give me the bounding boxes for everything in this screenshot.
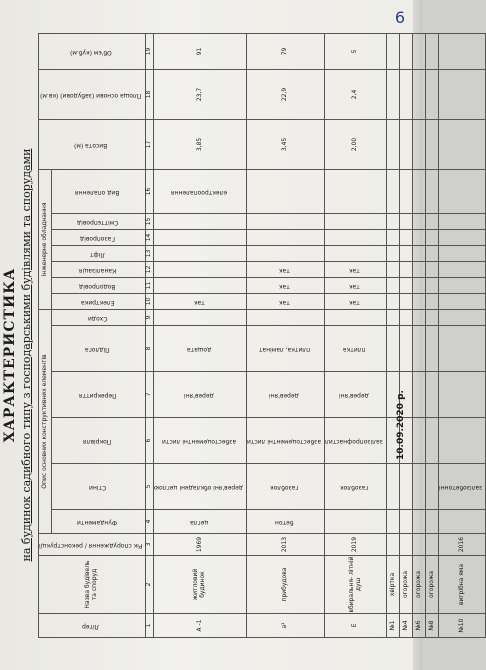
cell-lift: [387, 245, 400, 261]
cell-height: [154, 119, 247, 169]
column-number: 1: [146, 614, 154, 638]
cell-height: [413, 119, 426, 169]
cell-ceiling: [247, 372, 325, 418]
cell-foundation: [247, 510, 325, 534]
cell-height: [325, 119, 387, 169]
cell-text: 3,45: [281, 137, 289, 152]
cell-roof: [413, 418, 426, 464]
cell-ceiling: [154, 372, 247, 418]
cell-heating: [387, 169, 400, 213]
cell-walls: [154, 464, 247, 510]
header-gas: Газопровід: [52, 229, 146, 245]
cell-gas: [387, 229, 400, 245]
cell-heating: [439, 169, 486, 213]
cell-stairs: [413, 309, 426, 325]
cell-ceiling: [413, 372, 426, 418]
cell-roof: [439, 418, 486, 464]
cell-volume: [325, 33, 387, 69]
cell-text: так: [348, 282, 360, 290]
cell-area: [325, 69, 387, 119]
cell-text: дерев'яні: [269, 391, 300, 399]
cell-name: [247, 556, 325, 614]
cell-walls: [400, 464, 413, 510]
cell-text: так: [278, 298, 290, 306]
column-number: 19: [146, 33, 154, 69]
cell-text: 91: [195, 47, 203, 56]
cell-lift: [400, 245, 413, 261]
characteristics-table: [38, 33, 486, 638]
cell-text: азбестоцементні листи: [247, 437, 322, 445]
cell-lift: [247, 245, 325, 261]
cell-water: [426, 277, 439, 293]
cell-roof: [325, 418, 387, 464]
cell-text: огорожа: [401, 570, 409, 599]
cell-text: електроопалення: [170, 188, 227, 196]
column-number: 10: [146, 293, 154, 309]
cell-text: плитка, ламінат: [258, 345, 310, 353]
column-number: 6: [146, 418, 154, 464]
table-row: [387, 33, 400, 637]
cell-lift: [439, 245, 486, 261]
cell-height: [247, 119, 325, 169]
table-row: [426, 33, 439, 637]
cell-volume: [387, 33, 400, 69]
cell-text: азбестоцементні листи: [161, 437, 236, 445]
cell-sewer: [325, 261, 387, 277]
cell-lift: [325, 245, 387, 261]
cell-garbage: [247, 213, 325, 229]
column-number: 11: [146, 277, 154, 293]
cell-text: №10: [457, 618, 465, 633]
cell-text: 5: [351, 49, 359, 54]
cell-text: 2019: [351, 536, 359, 553]
cell-floor: [400, 326, 413, 372]
column-number: 7: [146, 372, 154, 418]
cell-year: [400, 534, 413, 556]
cell-area: [413, 69, 426, 119]
cell-water: [439, 277, 486, 293]
cell-text: вбиральня- літній душ: [347, 556, 362, 613]
cell-garbage: [154, 213, 247, 229]
cell-text: бетон: [275, 518, 294, 526]
cell-volume: [154, 33, 247, 69]
cell-heating: [247, 169, 325, 213]
table-row: [400, 33, 413, 637]
header-volume: Об'єм (куб.м): [39, 33, 146, 69]
cell-height: [439, 119, 486, 169]
cell-garbage: [325, 213, 387, 229]
document-title: ХАРАКТЕРИСТИКА: [2, 267, 18, 443]
cell-walls: [426, 464, 439, 510]
cell-stairs: [154, 309, 247, 325]
cell-text: А -1: [195, 619, 203, 632]
cell-text: 2013: [281, 536, 289, 553]
header-year: Рік спорудження / реконструкції: [39, 534, 146, 556]
cell-water: [325, 277, 387, 293]
cell-name: [439, 556, 486, 614]
cell-year: [426, 534, 439, 556]
cell-foundation: [413, 510, 426, 534]
cell-ceiling: [439, 372, 486, 418]
cell-walls: [439, 464, 486, 510]
cell-text: Е: [351, 623, 359, 628]
cell-text: 79: [281, 47, 289, 56]
cell-lift: [413, 245, 426, 261]
header-floor: Підлога: [52, 326, 146, 372]
table-row: [413, 33, 426, 637]
cell-text: вигрібна яма: [457, 563, 465, 606]
cell-foundation: [426, 510, 439, 534]
cell-text: так: [348, 298, 360, 306]
cell-electricity: [387, 293, 400, 309]
cell-text: хвіртка: [388, 572, 396, 597]
cell-text: так: [278, 266, 290, 274]
column-number: 9: [146, 309, 154, 325]
cell-text: плитка: [342, 345, 366, 353]
cell-text: так: [278, 282, 290, 290]
table-row: [325, 33, 387, 637]
header-sewer: Каналізація: [52, 261, 146, 277]
cell-foundation: [400, 510, 413, 534]
cell-text: №4: [401, 620, 409, 631]
cell-name: [413, 556, 426, 614]
cell-gas: [325, 229, 387, 245]
cell-text: №8: [427, 620, 435, 631]
header-ceiling: Перекриття: [52, 372, 146, 418]
cell-text: а¹: [281, 622, 289, 629]
cell-text: дерев'яні: [184, 391, 214, 399]
cell-liter: [247, 614, 325, 638]
cell-stairs: [325, 309, 387, 325]
cell-sewer: [387, 261, 400, 277]
cell-year: [247, 534, 325, 556]
cell-area: [439, 69, 486, 119]
cell-lift: [426, 245, 439, 261]
cell-lift: [154, 245, 247, 261]
cell-volume: [439, 33, 486, 69]
cell-text: цегла: [189, 518, 209, 526]
cell-garbage: [426, 213, 439, 229]
cell-floor: [387, 326, 400, 372]
cell-liter: [439, 614, 486, 638]
cell-year: [387, 534, 400, 556]
header-walls: Стіни: [52, 464, 146, 510]
cell-gas: [400, 229, 413, 245]
cell-walls: [325, 464, 387, 510]
cell-foundation: [439, 510, 486, 534]
header-water: Водопровід: [52, 277, 146, 293]
cell-stairs: [426, 309, 439, 325]
cell-text: огорожа: [414, 570, 422, 599]
cell-height: [387, 119, 400, 169]
column-number: 8: [146, 326, 154, 372]
table-body: [154, 33, 486, 637]
cell-electricity: [426, 293, 439, 309]
cell-walls: [413, 464, 426, 510]
cell-foundation: [154, 510, 247, 534]
cell-floor: [154, 326, 247, 372]
cell-area: [387, 69, 400, 119]
cell-text: 2016: [457, 536, 465, 553]
cell-text: дощата: [186, 345, 212, 353]
cell-area: [426, 69, 439, 119]
cell-text: №6: [414, 620, 422, 631]
cell-foundation: [387, 510, 400, 534]
cell-volume: [426, 33, 439, 69]
cell-text: 2,4: [351, 89, 359, 100]
cell-electricity: [154, 293, 247, 309]
column-number: 13: [146, 245, 154, 261]
cell-text: дерев'яні: [339, 391, 370, 399]
cell-liter: [154, 614, 247, 638]
cell-text: 22,9: [281, 87, 289, 102]
cell-heating: [325, 169, 387, 213]
cell-volume: [413, 33, 426, 69]
header-elements-group: Опис основних конструктивних елементів: [39, 309, 52, 533]
cell-garbage: [400, 213, 413, 229]
column-numbers-row: [146, 33, 154, 637]
cell-floor: [325, 326, 387, 372]
header-height: Висота (м): [39, 119, 146, 169]
column-number: 15: [146, 213, 154, 229]
cell-text: так: [193, 298, 205, 306]
cell-water: [413, 277, 426, 293]
cell-walls: [247, 464, 325, 510]
cell-sewer: [400, 261, 413, 277]
cell-roof: [426, 418, 439, 464]
cell-height: [400, 119, 413, 169]
cell-walls: [387, 464, 400, 510]
cell-year: [413, 534, 426, 556]
header-garbage: Сміттєпровід: [52, 213, 146, 229]
cell-floor: [247, 326, 325, 372]
document-subtitle: на будинок садибного типу з господарськими будівлями та спорудами: [20, 148, 33, 562]
cell-stairs: [387, 309, 400, 325]
cell-name: [387, 556, 400, 614]
header-electricity: Електрика: [52, 293, 146, 309]
cell-gas: [247, 229, 325, 245]
cell-foundation: [325, 510, 387, 534]
cell-volume: [400, 33, 413, 69]
cell-gas: [413, 229, 426, 245]
cell-heating: [413, 169, 426, 213]
cell-name: [154, 556, 247, 614]
cell-roof: [154, 418, 247, 464]
header-name: Назва будівель та споруд: [39, 556, 146, 614]
cell-garbage: [387, 213, 400, 229]
cell-heating: [400, 169, 413, 213]
cell-heating: [154, 169, 247, 213]
cell-electricity: [439, 293, 486, 309]
cell-text: 2,00: [351, 137, 359, 152]
cell-heating: [426, 169, 439, 213]
cell-water: [154, 277, 247, 293]
cell-gas: [439, 229, 486, 245]
header-liter: Літер: [39, 614, 146, 638]
cell-text: так: [348, 266, 360, 274]
cell-text: №1: [388, 620, 396, 631]
cell-text: залізобетонні: [439, 483, 483, 491]
cell-name: [426, 556, 439, 614]
cell-garbage: [439, 213, 486, 229]
cell-stairs: [247, 309, 325, 325]
column-number: 3: [146, 534, 154, 556]
cell-name: [400, 556, 413, 614]
cell-garbage: [413, 213, 426, 229]
cell-area: [247, 69, 325, 119]
header-lift: Ліфт: [52, 245, 146, 261]
header-roof: Покрівля: [52, 418, 146, 464]
cell-stairs: [400, 309, 413, 325]
cell-text: дерев'яні обкладені цеглою: [154, 483, 244, 491]
cell-water: [387, 277, 400, 293]
cell-liter: [387, 614, 400, 638]
column-number: 12: [146, 261, 154, 277]
cell-electricity: [325, 293, 387, 309]
cell-floor: [413, 326, 426, 372]
cell-sewer: [426, 261, 439, 277]
cell-water: [400, 277, 413, 293]
cell-electricity: [247, 293, 325, 309]
cell-sewer: [413, 261, 426, 277]
cell-roof: [247, 418, 325, 464]
cell-year: [439, 534, 486, 556]
cell-year: [325, 534, 387, 556]
cell-liter: [325, 614, 387, 638]
cell-liter: [426, 614, 439, 638]
cell-water: [247, 277, 325, 293]
cell-text: прибудова: [281, 567, 289, 602]
cell-liter: [400, 614, 413, 638]
cell-text: газоблок: [339, 483, 369, 491]
cell-text: 23,7: [195, 87, 203, 102]
cell-sewer: [154, 261, 247, 277]
cell-text: житловий будинок: [192, 568, 207, 601]
document-date: 10.09.2020 р.: [396, 390, 406, 460]
cell-sewer: [247, 261, 325, 277]
cell-year: [154, 534, 247, 556]
column-number: 5: [146, 464, 154, 510]
header-heating: Вид опалення: [52, 169, 146, 213]
table-row: [247, 33, 325, 637]
cell-floor: [426, 326, 439, 372]
header-area: Площа основи (забудови) (кв.м): [39, 69, 146, 119]
header-engineering-group: Інженерне обладнання: [39, 169, 52, 309]
table-row: [439, 33, 486, 637]
cell-ceiling: [325, 372, 387, 418]
cell-sewer: [439, 261, 486, 277]
cell-ceiling: [426, 372, 439, 418]
cell-text: 3,85: [195, 137, 203, 152]
cell-gas: [154, 229, 247, 245]
page-number: 6: [394, 8, 405, 27]
cell-name: [325, 556, 387, 614]
cell-stairs: [439, 309, 486, 325]
cell-floor: [439, 326, 486, 372]
cell-text: залізопрофнастил: [325, 437, 384, 445]
column-number: 17: [146, 119, 154, 169]
column-number: 2: [146, 556, 154, 614]
cell-text: газоблок: [270, 483, 299, 491]
cell-electricity: [400, 293, 413, 309]
cell-height: [426, 119, 439, 169]
cell-text: 1969: [195, 536, 203, 553]
cell-area: [154, 69, 247, 119]
header-stairs: Сходи: [52, 309, 146, 325]
cell-electricity: [413, 293, 426, 309]
column-number: 18: [146, 69, 154, 119]
cell-text: огорожа: [427, 570, 435, 599]
table-row: [154, 33, 247, 637]
cell-area: [400, 69, 413, 119]
cell-liter: [413, 614, 426, 638]
cell-gas: [426, 229, 439, 245]
column-number: 4: [146, 510, 154, 534]
column-number: 16: [146, 169, 154, 213]
header-foundation: Фундаменти: [52, 510, 146, 534]
column-number: 14: [146, 229, 154, 245]
cell-volume: [247, 33, 325, 69]
